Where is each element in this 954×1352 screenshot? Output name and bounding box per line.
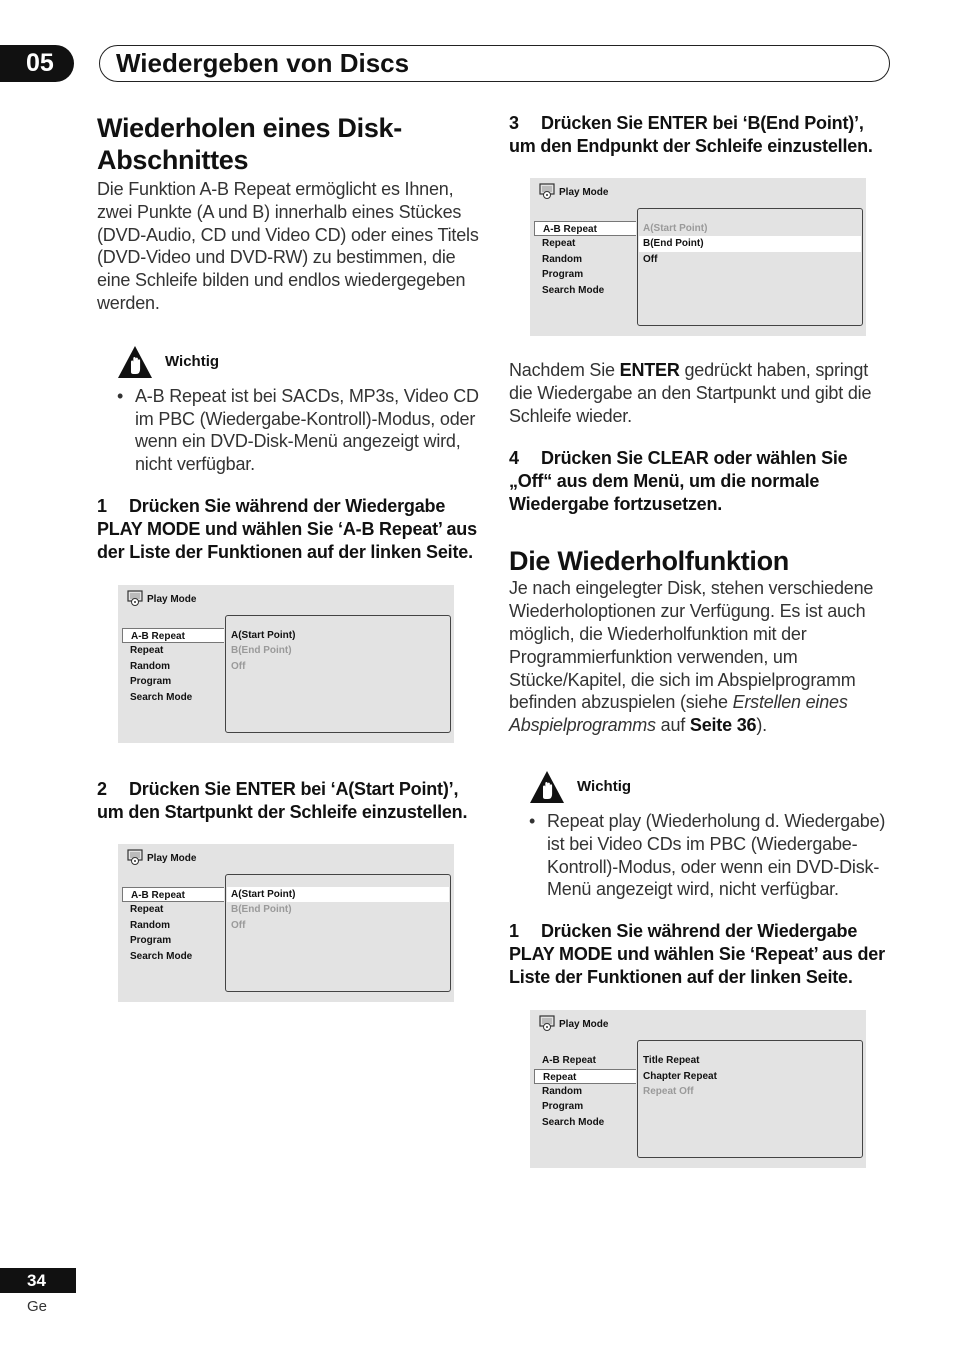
- option-off[interactable]: Off: [231, 919, 246, 931]
- option-list: [639, 1053, 861, 1099]
- text-italic: Erstellen eines Abspielprogramms: [509, 692, 848, 736]
- step-text: Drücken Sie ENTER bei ‘A(Start Point)’, um den Startpunkt der Schleife einzustellen.: [97, 778, 468, 822]
- screen-title: Play Mode: [147, 593, 197, 605]
- step-4: [509, 447, 894, 516]
- text-part: Nachdem Sie: [509, 360, 620, 380]
- option-chapter-repeat[interactable]: Chapter Repeat: [643, 1070, 717, 1082]
- option-list: [227, 887, 449, 933]
- text-part: Je nach eingelegter Disk, stehen verschiedene Wiederholoptionen zur Verfügung. Es ist auch möglich, die Wiederholfunktion mit der Programmierfunktion verwenden, um Stücke/Kapitel, die sich im Abspielprogramm befinden abzuspielen (siehe: [509, 578, 874, 713]
- screen-title: Play Mode: [559, 1019, 609, 1031]
- page-number: 34: [0, 1268, 76, 1293]
- page-language: Ge: [27, 1298, 48, 1315]
- chapter-title: Wiedergeben von Discs: [99, 45, 890, 82]
- text-part: gedrückt haben, springt die Wiedergabe an den Startpunkt und gibt die Schleife wieder.: [509, 360, 872, 426]
- section-heading-repeat: Die Wiederholfunktion: [509, 546, 789, 577]
- heading-line-2: Abschnittes: [97, 145, 249, 175]
- warning-bullet: • Repeat play (Wiederholung d. Wiedergabe) ist bei Video CDs im PBC (Wiedergabe-Kontroll)-Modus, oder wenn ein DVD-Disk-Menü angezeigt wird, nicht verfügbar.: [547, 810, 894, 901]
- screen-title: Play Mode: [559, 187, 609, 198]
- option-start-point[interactable]: A(Start Point): [227, 887, 449, 902]
- function-menu: [122, 887, 224, 964]
- chapter-number: 05: [0, 45, 74, 82]
- section-heading-ab-repeat: [97, 112, 479, 176]
- step-repeat-1: [509, 920, 894, 989]
- right-column: [509, 112, 894, 1168]
- step-3: [509, 112, 894, 158]
- menu-item-search-mode[interactable]: Search Mode: [542, 1116, 605, 1128]
- text-part: auf: [655, 715, 690, 736]
- osd-screen-4: [530, 1010, 866, 1168]
- option-title-repeat[interactable]: Title Repeat: [643, 1055, 700, 1067]
- menu-item-random[interactable]: Random: [130, 660, 170, 672]
- menu-item-search-mode[interactable]: Search Mode: [542, 284, 605, 296]
- left-column: [97, 112, 479, 1002]
- option-list: [227, 628, 449, 674]
- option-off[interactable]: Off: [231, 660, 246, 672]
- menu-item-program[interactable]: Program: [542, 269, 584, 281]
- menu-item-random[interactable]: Random: [542, 253, 582, 265]
- step-text: Drücken Sie während der Wiedergabe PLAY MODE und wählen Sie ‘A-B Repeat’ aus der Liste der Funktionen auf der linken Seite.: [97, 495, 477, 562]
- play-mode-icon: [126, 849, 144, 865]
- play-mode-icon: [126, 590, 144, 606]
- after-enter-paragraph: [509, 359, 894, 427]
- option-repeat-off[interactable]: Repeat Off: [643, 1085, 694, 1097]
- step-2: [97, 778, 479, 824]
- warning-label: Wichtig: [577, 777, 632, 795]
- repeat-paragraph: [509, 577, 894, 737]
- option-end-point[interactable]: B(End Point): [231, 645, 292, 657]
- step-number: 3: [509, 113, 519, 133]
- osd-screen-3: [530, 178, 866, 336]
- option-start-point[interactable]: A(Start Point): [643, 223, 708, 234]
- option-end-point[interactable]: B(End Point): [231, 904, 292, 916]
- page-reference: Seite 36: [689, 715, 757, 736]
- warning-block: [509, 770, 894, 810]
- warning-hand-icon: [529, 770, 565, 804]
- option-off[interactable]: Off: [643, 253, 658, 265]
- menu-item-ab-repeat[interactable]: A-B Repeat: [122, 628, 224, 643]
- menu-item-repeat[interactable]: Repeat: [130, 904, 164, 916]
- step-number: 1: [97, 495, 107, 516]
- warning-label: Wichtig: [165, 352, 220, 370]
- menu-item-random[interactable]: Random: [130, 919, 170, 931]
- heading-line-1: Wiederholen eines Disk-: [97, 113, 402, 143]
- warning-block: [97, 345, 479, 385]
- play-mode-icon: [538, 1015, 556, 1031]
- warning-bullet: • A-B Repeat ist bei SACDs, MP3s, Video CD im PBC (Wiedergabe-Kontroll)-Modus, oder wenn ein DVD-Disk-Menü angezeigt wird, nicht verfügbar.: [135, 385, 479, 476]
- text-part: ).: [756, 715, 767, 736]
- warning-hand-icon: [117, 345, 153, 379]
- menu-item-search-mode[interactable]: Search Mode: [130, 950, 193, 962]
- intro-paragraph: Die Funktion A-B Repeat ermöglicht es Ihnen, zwei Punkte (A und B) innerhalb eines Stückes (DVD-Audio, CD und Video CD) oder eines Titels (DVD-Video und DVD-RW) zu bestimmen, die eine Schleife bilden und endlos wiedergegeben werden.: [97, 179, 479, 313]
- menu-item-search-mode[interactable]: Search Mode: [130, 691, 193, 703]
- osd-screen-1: [118, 585, 454, 743]
- menu-item-repeat[interactable]: Repeat: [542, 238, 576, 250]
- menu-item-repeat[interactable]: Repeat: [534, 1069, 636, 1084]
- step-text: Drücken Sie CLEAR oder wählen Sie „Off“ aus dem Menü, um die normale Wiedergabe fortzusetzen.: [509, 448, 848, 515]
- option-list: [639, 221, 861, 267]
- step-1: [97, 495, 479, 564]
- text-bold: ENTER: [619, 360, 680, 380]
- screen-title: Play Mode: [147, 852, 197, 864]
- step-number: 4: [509, 448, 519, 469]
- function-menu: [534, 221, 636, 298]
- step-text: Drücken Sie ENTER bei ‘B(End Point)’, um den Endpunkt der Schleife einzustellen.: [509, 113, 873, 156]
- menu-item-program[interactable]: Program: [542, 1101, 584, 1113]
- function-menu: [534, 1053, 636, 1130]
- step-text: Drücken Sie während der Wiedergabe PLAY MODE und wählen Sie ‘Repeat’ aus der Liste der Funktionen auf der linken Seite.: [509, 921, 885, 988]
- option-start-point[interactable]: A(Start Point): [231, 629, 296, 641]
- option-end-point[interactable]: B(End Point): [639, 236, 861, 251]
- step-number: 1: [509, 921, 519, 942]
- menu-item-random[interactable]: Random: [542, 1085, 582, 1097]
- menu-item-ab-repeat[interactable]: A-B Repeat: [534, 221, 636, 236]
- osd-screen-2: [118, 844, 454, 1002]
- menu-item-ab-repeat[interactable]: A-B Repeat: [122, 887, 224, 902]
- warning-list: [97, 385, 479, 476]
- function-menu: [122, 628, 224, 705]
- menu-item-program[interactable]: Program: [130, 935, 172, 947]
- menu-item-ab-repeat[interactable]: A-B Repeat: [542, 1055, 596, 1067]
- step-number: 2: [97, 778, 107, 799]
- menu-item-program[interactable]: Program: [130, 676, 172, 688]
- warning-list: [509, 810, 894, 901]
- play-mode-icon: [538, 183, 556, 199]
- menu-item-repeat[interactable]: Repeat: [130, 645, 164, 657]
